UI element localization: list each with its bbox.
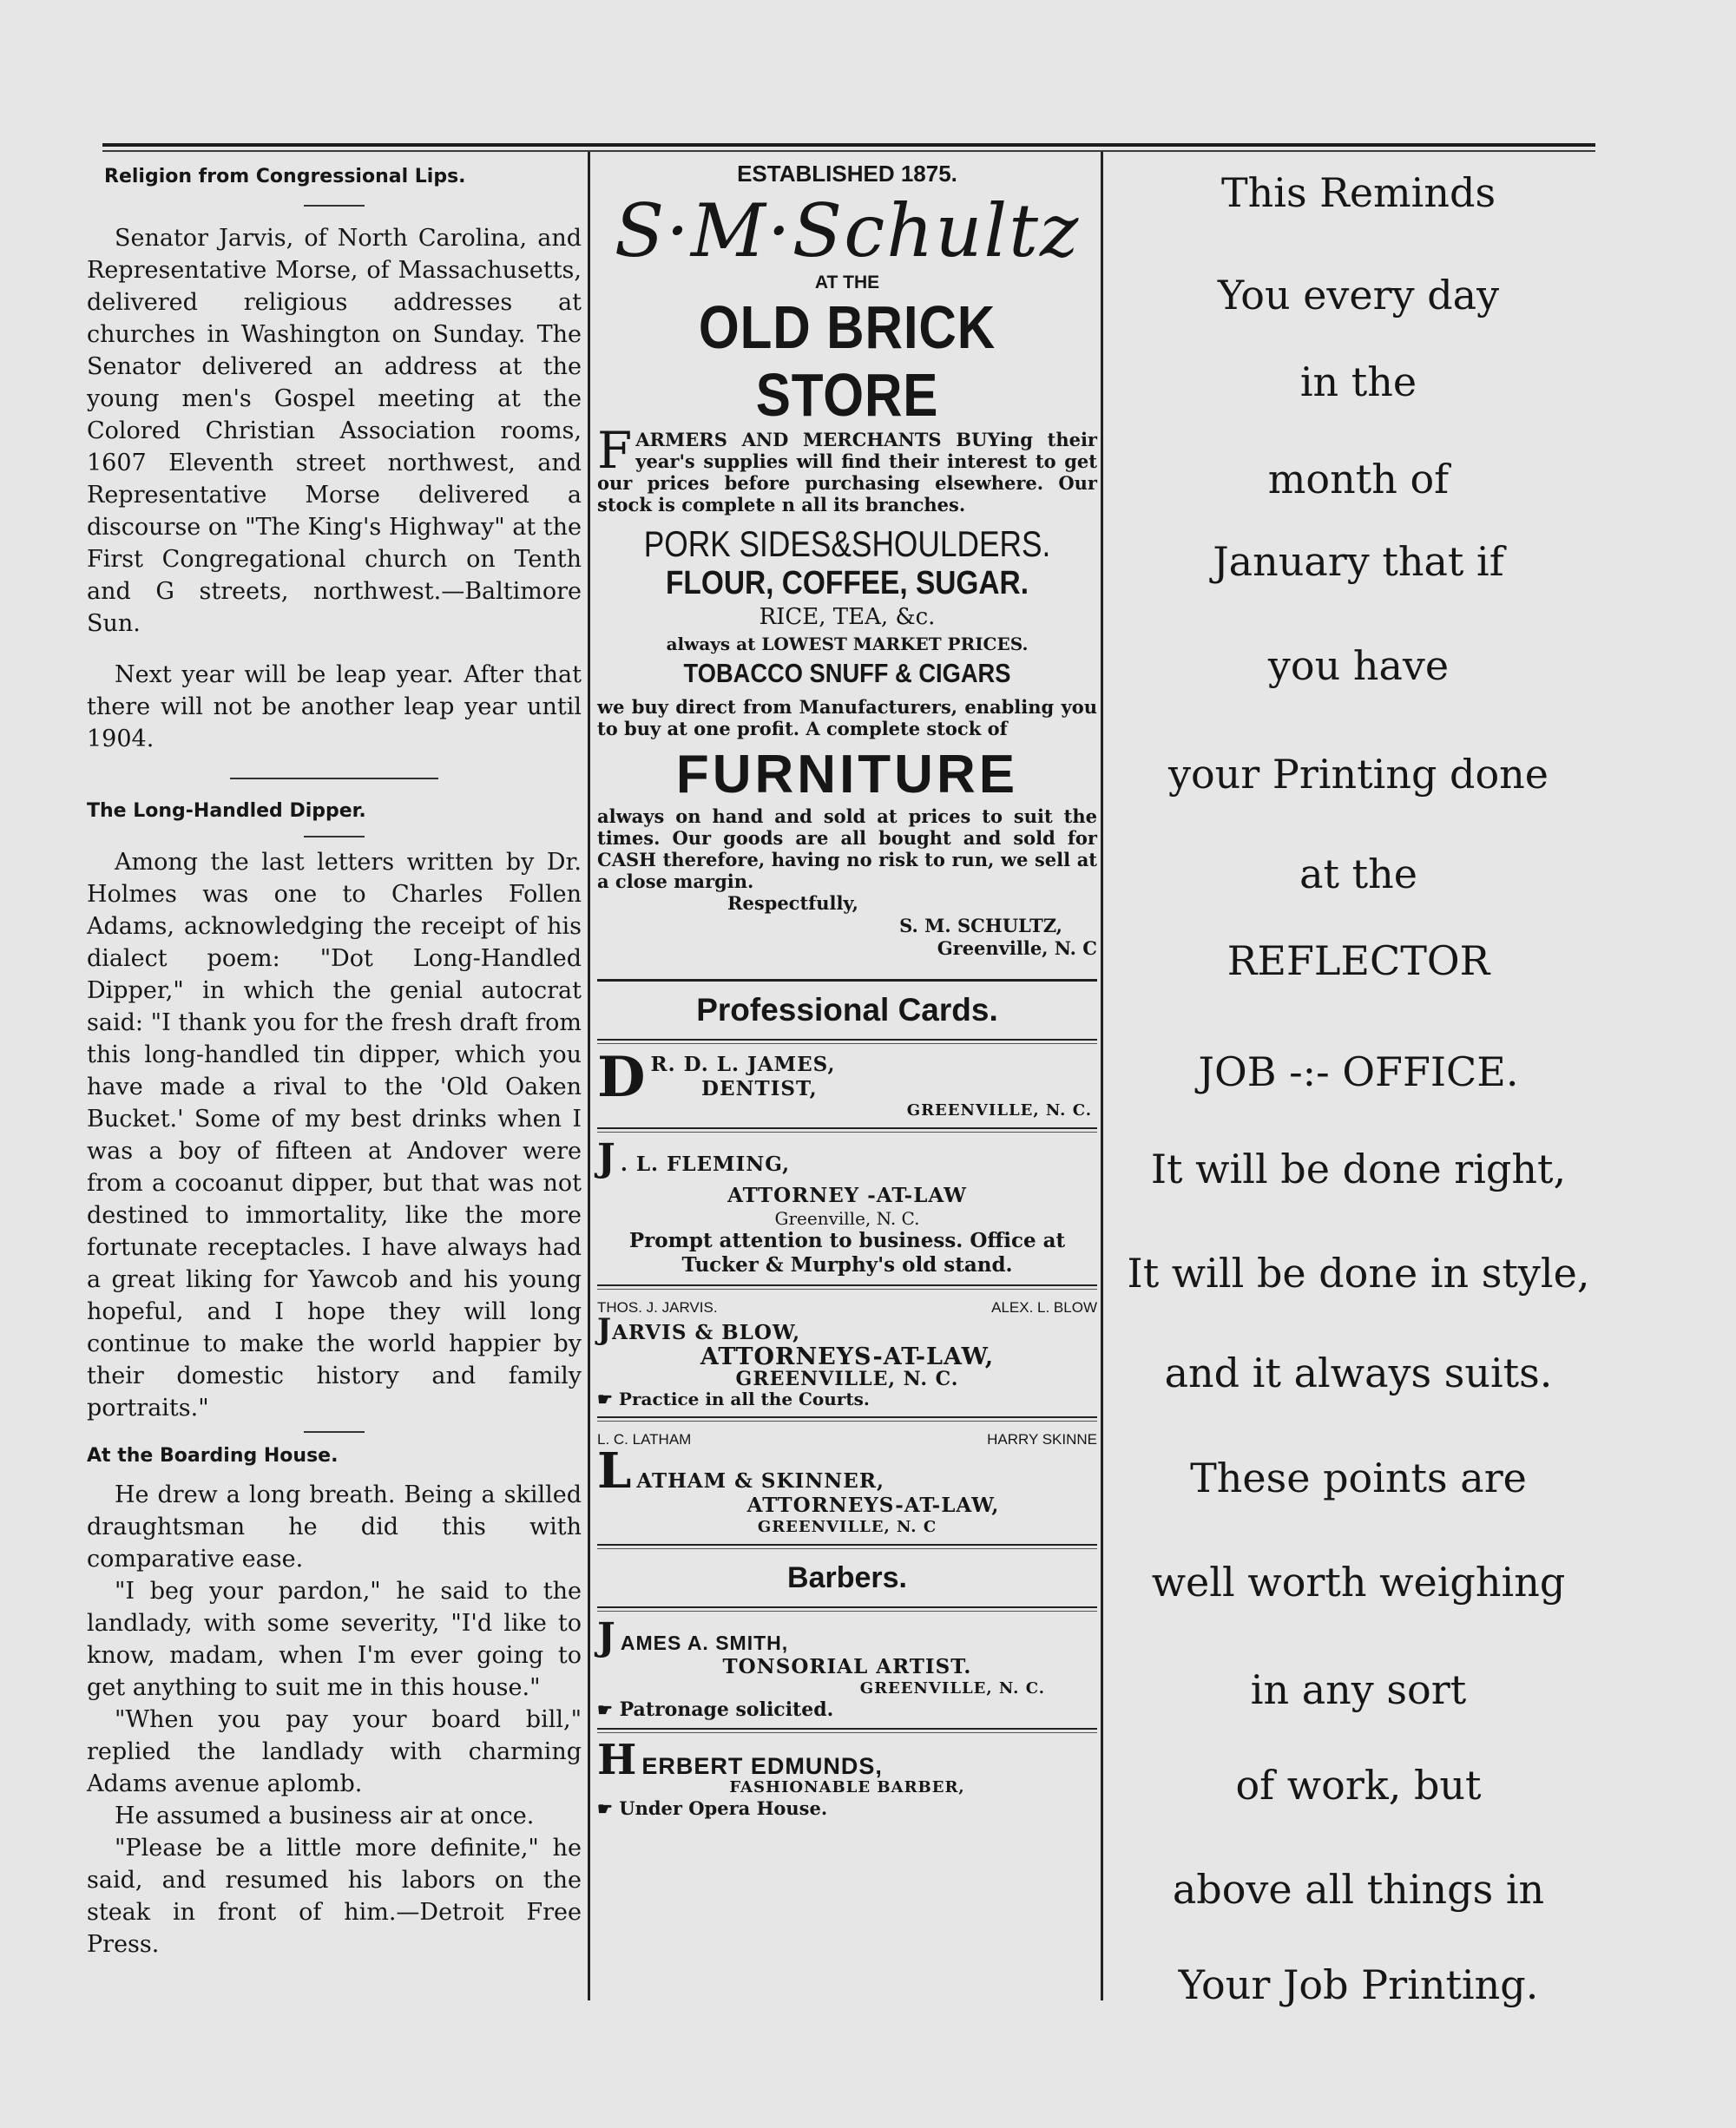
reflector-line-4: month of [1267, 456, 1450, 502]
ad-merchant-name: S·M·Schultz [614, 188, 1081, 273]
separator [597, 979, 1097, 982]
card-jarvis-partner-right: ALEX. L. BLOW [991, 1299, 1097, 1316]
card-jarvis-partner-left: THOS. J. JARVIS. [597, 1299, 718, 1316]
card-edmunds-dropcap: H [597, 1736, 637, 1784]
article-boarding-p1: He drew a long breath. Being a skilled draughtsman he did this with comparative ease. [87, 1481, 582, 1573]
barbers-heading: Barbers. [787, 1561, 907, 1594]
reflector-line-7: your Printing done [1167, 751, 1549, 798]
middle-column [597, 161, 1097, 1824]
card-latham-partners [597, 1430, 1097, 1449]
card-edmunds-note: Under Opera House. [619, 1797, 828, 1819]
card-latham-title: ATTORNEYS-AT-LAW, [746, 1494, 1000, 1517]
ad-store-name: OLD BRICK STORE [698, 293, 996, 429]
separator [230, 778, 438, 779]
reflector-line-3: in the [1299, 358, 1417, 405]
separator [597, 1039, 1097, 1044]
card-jarvis-partners [597, 1298, 1097, 1317]
card-james [597, 1045, 1097, 1120]
reflector-line-11: It will be done right, [1150, 1146, 1567, 1192]
separator [304, 836, 365, 837]
reflector-line-8: at the [1299, 851, 1417, 897]
ad-pork: PORK SIDES&SHOULDERS. [643, 523, 1051, 564]
separator [597, 1284, 1097, 1290]
card-fleming-title: ATTORNEY -AT-LAW [727, 1184, 967, 1207]
card-edmunds-title: FASHIONABLE BARBER, [729, 1778, 965, 1796]
card-fleming-place: Greenville, N. C. [774, 1208, 920, 1229]
card-latham-dropcap: L [597, 1442, 632, 1500]
pointing-hand-icon: ☛ [597, 1699, 613, 1720]
card-latham-partner-right: HARRY SKINNE [987, 1431, 1097, 1448]
card-jarvis-note: Practice in all the Courts. [618, 1389, 870, 1409]
card-smith-note: Patronage solicited. [619, 1698, 834, 1721]
reflector-line-17: of work, but [1235, 1762, 1482, 1809]
ad-intro-text: ARMERS AND MERCHANTS BUYing their year's supplies will find their interest to get our prices before purchasing elsewhere. Our stock is complete n all its branches. [597, 429, 1097, 516]
article-heading-boarding: At the Boarding House. [87, 1445, 339, 1467]
separator [597, 1127, 1097, 1133]
reflector-line-6: you have [1267, 642, 1450, 689]
separator [597, 1606, 1097, 1612]
reflector-line-5: January that if [1213, 538, 1504, 585]
card-jarvis [597, 1298, 1097, 1409]
article-boarding-p3: "When you pay your board bill," replied the landlady with charming Adams avenue aplomb. [87, 1706, 582, 1797]
right-column [1102, 0, 1614, 2128]
ad-furniture: FURNITURE [675, 745, 1019, 805]
separator [304, 1431, 365, 1433]
card-jarvis-dropcap: J [597, 1312, 613, 1347]
pointing-hand-icon: ☛ [597, 1389, 613, 1409]
card-smith-place: GREENVILLE, N. C. [859, 1679, 1045, 1698]
reflector-line-2: You every day [1217, 272, 1500, 319]
ad-established: ESTABLISHED 1875. [737, 161, 957, 187]
card-james-dropcap: D [597, 1045, 646, 1110]
pointing-hand-icon: ☛ [597, 1798, 613, 1819]
separator [597, 1416, 1097, 1422]
card-smith-name: AMES A. SMITH, [620, 1632, 789, 1654]
card-smith-title: TONSORIAL ARTIST. [722, 1655, 972, 1678]
ad-lowest-prices: always at LOWEST MARKET PRICES. [666, 634, 1029, 654]
card-latham-name: ATHAM & SKINNER, [636, 1469, 884, 1493]
ad-at-the: AT THE [814, 273, 880, 292]
card-latham [597, 1430, 1097, 1537]
card-james-title: DENTIST, [701, 1077, 818, 1100]
reflector-line-18: above all things in [1172, 1866, 1545, 1913]
card-fleming-note: Prompt attention to business. Office at Tucker & Murphy's old stand. [628, 1229, 1066, 1277]
article-dipper-body: Among the last letters written by Dr. Holmes was one to Charles Follen Adams, acknowledging the receipt of his dialect poem: "Dot Long-Handled Dipper," in which the genial autocrat said: "I thank you for the fresh draft from this long-handled tin dipper, which you have made a rival to the 'Old Oaken Bucket.' Some of my best drinks when I was a boy of fifteen at Andover were from a cocoanut dipper, but that was not destined to immortality, like the more fortunate receptacles. I have always had a great liking for Yawcob and his young hopeful, and I hope they will long continue to make the world happier by their domestic history and family portraits." [87, 849, 582, 1422]
card-smith [597, 1615, 1097, 1721]
article-heading-religion: Religion from Congressional Lips. [104, 166, 466, 187]
ad-buy-direct: we buy direct from Manufacturers, enabling you to buy at one profit. A complete stock of [597, 696, 1097, 739]
ad-intro-dropcap: F [597, 421, 633, 480]
ad-flour: FLOUR, COFFEE, SUGAR. [666, 565, 1029, 601]
separator [597, 1728, 1097, 1733]
left-column [87, 161, 582, 1961]
ad-respectfully: Respectfully, [727, 892, 858, 914]
column-divider-left [588, 152, 590, 2000]
separator [304, 205, 365, 207]
card-edmunds [597, 1736, 1097, 1819]
ad-tobacco: TOBACCO SNUFF & CIGARS [683, 658, 1011, 688]
ad-intro [597, 421, 1097, 516]
article-boarding-p4: He assumed a business air at once. [115, 1803, 535, 1829]
card-edmunds-name: ERBERT EDMUNDS, [641, 1753, 883, 1779]
article-religion-body: Senator Jarvis, of North Carolina, and Representative Morse, of Massachusetts, delivered religious addresses at churches in Washington on Sunday. The Senator delivered an address at the young men's Gospel meeting at the Colored Christian Association rooms, 1607 Eleventh street northwest, and Representative Morse delivered a discourse on "The King's Highway" at the First Congregational church on Tenth and G streets, northwest.—Baltimore Sun. [87, 225, 582, 637]
card-fleming-name: . L. FLEMING, [620, 1153, 791, 1176]
card-james-place: GREENVILLE, N. C. [906, 1101, 1092, 1120]
article-boarding-p5: "Please be a little more definite," he said, and resumed his labors on the steak in front of him.—Detroit Free Press. [87, 1835, 582, 1958]
reflector-line-1: This Reminds [1220, 169, 1496, 216]
card-fleming-dropcap: J [597, 1136, 615, 1180]
card-smith-dropcap: J [597, 1615, 615, 1659]
reflector-line-10: JOB -:- OFFICE. [1198, 1048, 1519, 1095]
card-james-name: R. D. L. JAMES, [650, 1053, 836, 1076]
ad-place: Greenville, N. C [937, 937, 1097, 959]
card-latham-place: GREENVILLE, N. C [757, 1518, 937, 1536]
card-jarvis-title: ATTORNEYS-AT-LAW, [700, 1343, 995, 1370]
reflector-line-16: in any sort [1250, 1666, 1467, 1713]
reflector-line-12: It will be done in style, [1127, 1250, 1590, 1297]
separator [597, 1544, 1097, 1549]
reflector-line-9: REFLECTOR [1226, 937, 1490, 984]
card-jarvis-place: GREENVILLE, N. C. [735, 1368, 959, 1390]
reflector-line-19: Your Job Printing. [1178, 1961, 1539, 2008]
reflector-line-15: well worth weighing [1151, 1559, 1566, 1606]
ad-signature: S. M. SCHULTZ, [899, 915, 1062, 936]
article-boarding-p2: "I beg your pardon," he said to the landlady, with some severity, "I'd like to know, madam, when I'm ever going to get anything to suit me in this house." [87, 1578, 582, 1701]
card-latham-partner-left: L. C. LATHAM [597, 1431, 692, 1448]
professional-cards-heading: Professional Cards. [696, 992, 998, 1028]
reflector-line-14: These points are [1190, 1455, 1527, 1501]
article-heading-dipper: The Long-Handled Dipper. [87, 800, 366, 822]
card-fleming [597, 1136, 1097, 1277]
card-jarvis-name: ARVIS & BLOW, [612, 1321, 801, 1344]
reflector-line-13: and it always suits. [1164, 1350, 1553, 1396]
ad-always: always on hand and sold at prices to suit the times. Our goods are all bought and sold for CASH therefore, having no risk to run, we sell at a close margin. [597, 805, 1097, 892]
ad-rice: RICE, TEA, &c. [759, 604, 936, 630]
article-leap-year: Next year will be leap year. After that there will not be another leap year until 1904. [87, 661, 582, 752]
